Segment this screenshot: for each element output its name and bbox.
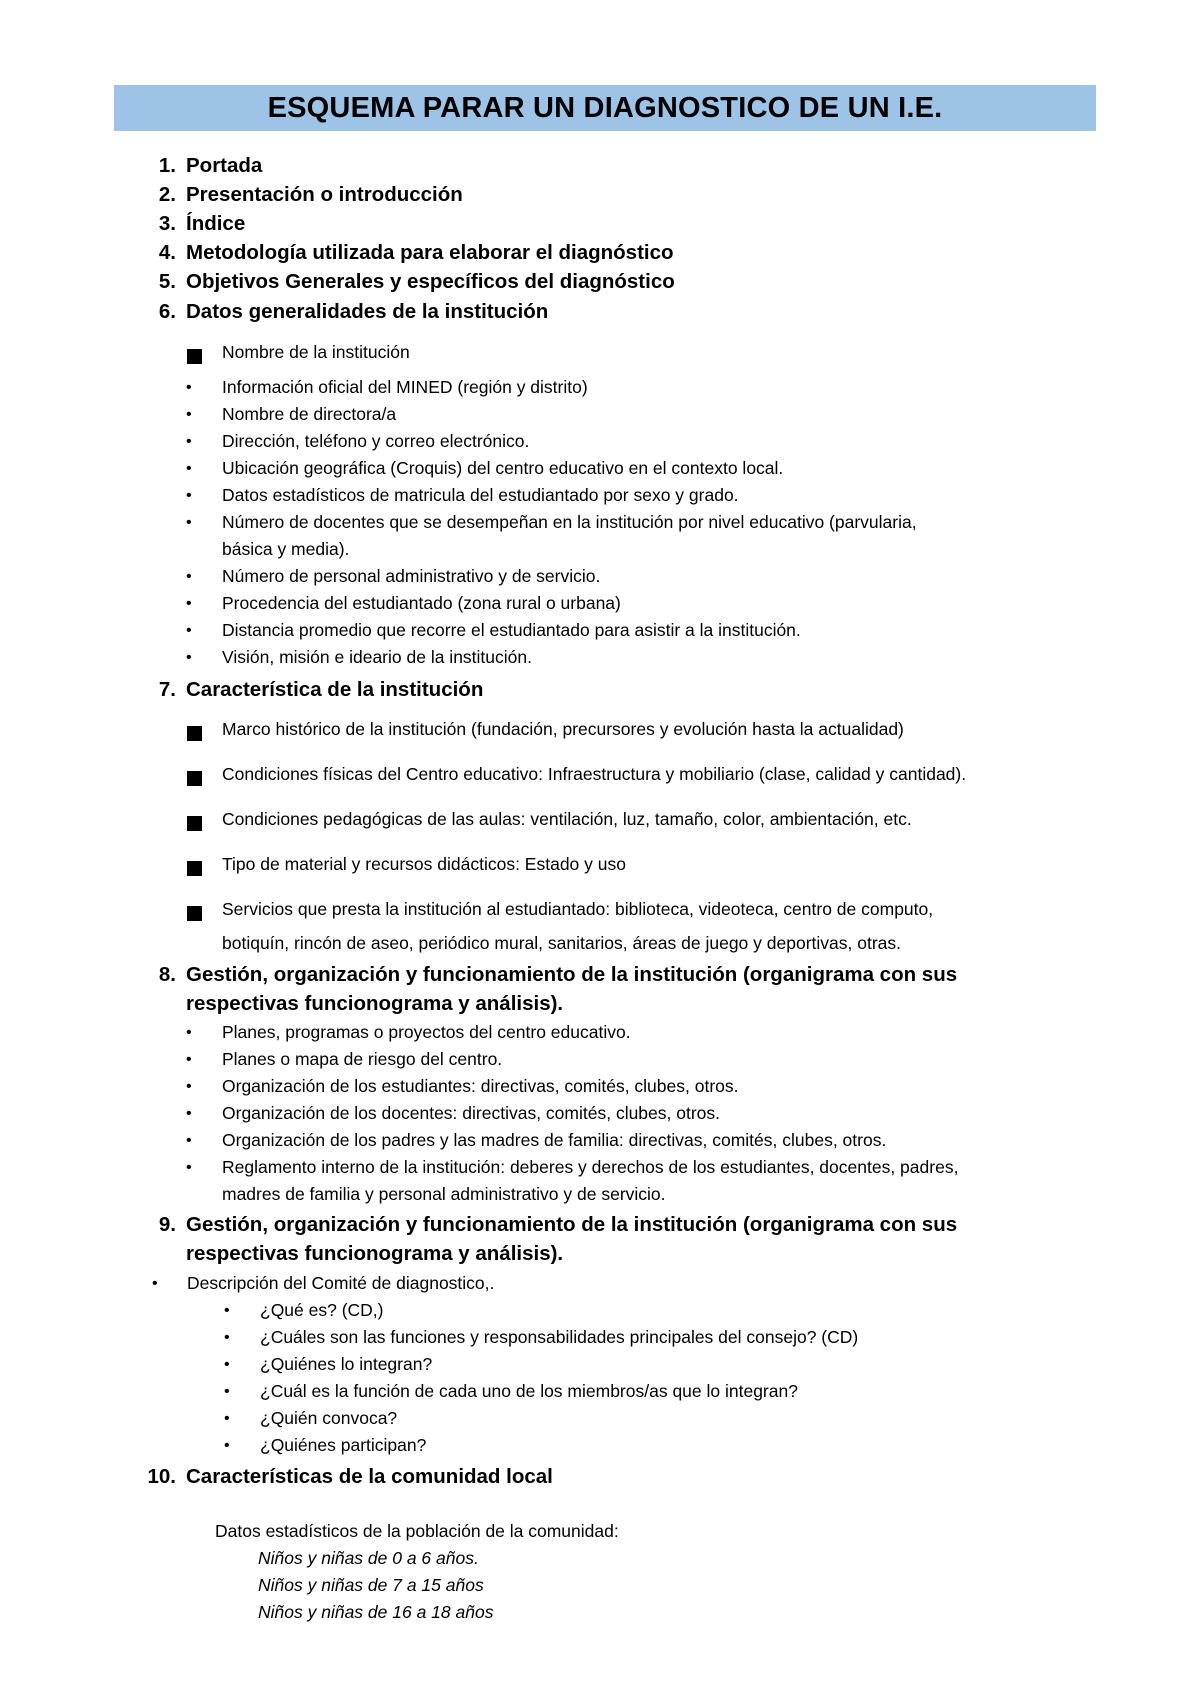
document-page: ESQUEMA PARAR UN DIAGNOSTICO DE UN I.E. 1. Portada 2. Presentación o introducción 3. Índice 4. Metodología utilizada para elaborar el diagnóstico 5. Objetivos Generales y específicos del diagnóstico 6. Datos generalidades de la institución Nombre de la institución • Información oficial del MINED (región y distrito) • Nombre de directora/a • Dirección, teléfono y correo electrónico. • Ubicación geográfica (Croquis) del centro educativo en el contexto local. • Datos estadísticos de matricula del estudiantado por sexo y grado. • Número de docentes que se desempeñan en la institución por nivel educativo (parvularia, básica y media). • Número de personal administrativo y de servicio. • Procedencia del estudiantado (zona rural o urbana) • Distancia promedio que recorre el estudiantado para asistir a la institución. • Visión, misión e ideario de la institución. 7. Característica de la institución Marco histórico de la institución (fundación, precursores y evolución hasta la actualidad) Condiciones físicas del Centro educativo: Infraestructura y mobiliario (clase, calidad y cantidad). Condiciones pedagógicas de las aulas: ventilación, luz, tamaño, color, ambientación, etc. Tipo de material y recursos didácticos: Estado y uso Servicios que presta la institución al estudiantado: biblioteca, videoteca, centro de computo, botiquín, rincón de aseo, periódico mural, sanitarios, áreas de juego y deportivas, otras. 8. Gestión, organización y funcionamiento de la institución (organigrama con sus respectivas funcionograma y análisis). • Planes, programas o proyectos del centro educativo. • Planes o mapa de riesgo del centro. • Organización de los estudiantes: directivas, comités, clubes, otros. • Organización de los docentes: directivas, comités, clubes, otros. • Organización de los padres y las madres de familia: directivas, comités, clubes, otros. • Reglamento interno de la institución: deberes y derechos de los estudiantes, docentes, padres, madres de familia y personal administrativo y de servicio. 9. Gestión, organización y funcionamiento de la institución (organigrama con sus respectivas funcionograma y análisis). • Descripción del Comité de diagnostico,. • ¿Qué es? (CD,) • ¿Cuáles son las funciones y responsabilidades principales del consejo? (CD) • ¿Quiénes lo integran? • ¿Cuál es la función de cada uno de los miembros/as que lo integran? • ¿Quién convoca? • ¿Quiénes participan? 10. Características de la comunidad local Datos estadísticos de la población de la comunidad: Niños y niñas de 0 a 6 años. Niños y niñas de 7 a 15 años Niños y niñas de 16 a 18 años bbox=[0, 0, 1200, 1698]
bullet-icon: • bbox=[224, 1302, 230, 1319]
square-bullet-icon bbox=[187, 726, 202, 741]
bullet-icon: • bbox=[186, 1132, 192, 1149]
bullet-icon: • bbox=[224, 1356, 230, 1373]
bullet-icon: • bbox=[186, 1105, 192, 1122]
bullet-icon: • bbox=[186, 1159, 192, 1176]
bullet-icon: • bbox=[152, 1275, 158, 1292]
bullet-icon: • bbox=[186, 1024, 192, 1041]
bullet-icon: • bbox=[186, 1051, 192, 1068]
bullet-icon: • bbox=[186, 514, 192, 531]
square-bullet-icon bbox=[187, 771, 202, 786]
bullet-icon: • bbox=[224, 1437, 230, 1454]
bullet-icon: • bbox=[224, 1383, 230, 1400]
bullet-icon: • bbox=[186, 379, 192, 396]
bullet-icon: • bbox=[186, 1078, 192, 1095]
bullet-icon: • bbox=[186, 568, 192, 585]
bullet-icon: • bbox=[186, 460, 192, 477]
bullet-icon: • bbox=[186, 649, 192, 666]
bullet-icon: • bbox=[186, 622, 192, 639]
bullet-icon: • bbox=[186, 595, 192, 612]
square-bullet-icon bbox=[187, 906, 202, 921]
bullet-icon: • bbox=[186, 487, 192, 504]
page-title: ESQUEMA PARAR UN DIAGNOSTICO DE UN I.E. bbox=[267, 91, 943, 124]
bullet-icon: • bbox=[224, 1329, 230, 1346]
square-bullet-icon bbox=[187, 816, 202, 831]
bullet-icon: • bbox=[186, 406, 192, 423]
bullet-icon: • bbox=[224, 1410, 230, 1427]
square-bullet-icon bbox=[187, 349, 202, 364]
bullet-icon: • bbox=[186, 433, 192, 450]
square-bullet-icon bbox=[187, 861, 202, 876]
title-banner bbox=[114, 85, 1096, 131]
